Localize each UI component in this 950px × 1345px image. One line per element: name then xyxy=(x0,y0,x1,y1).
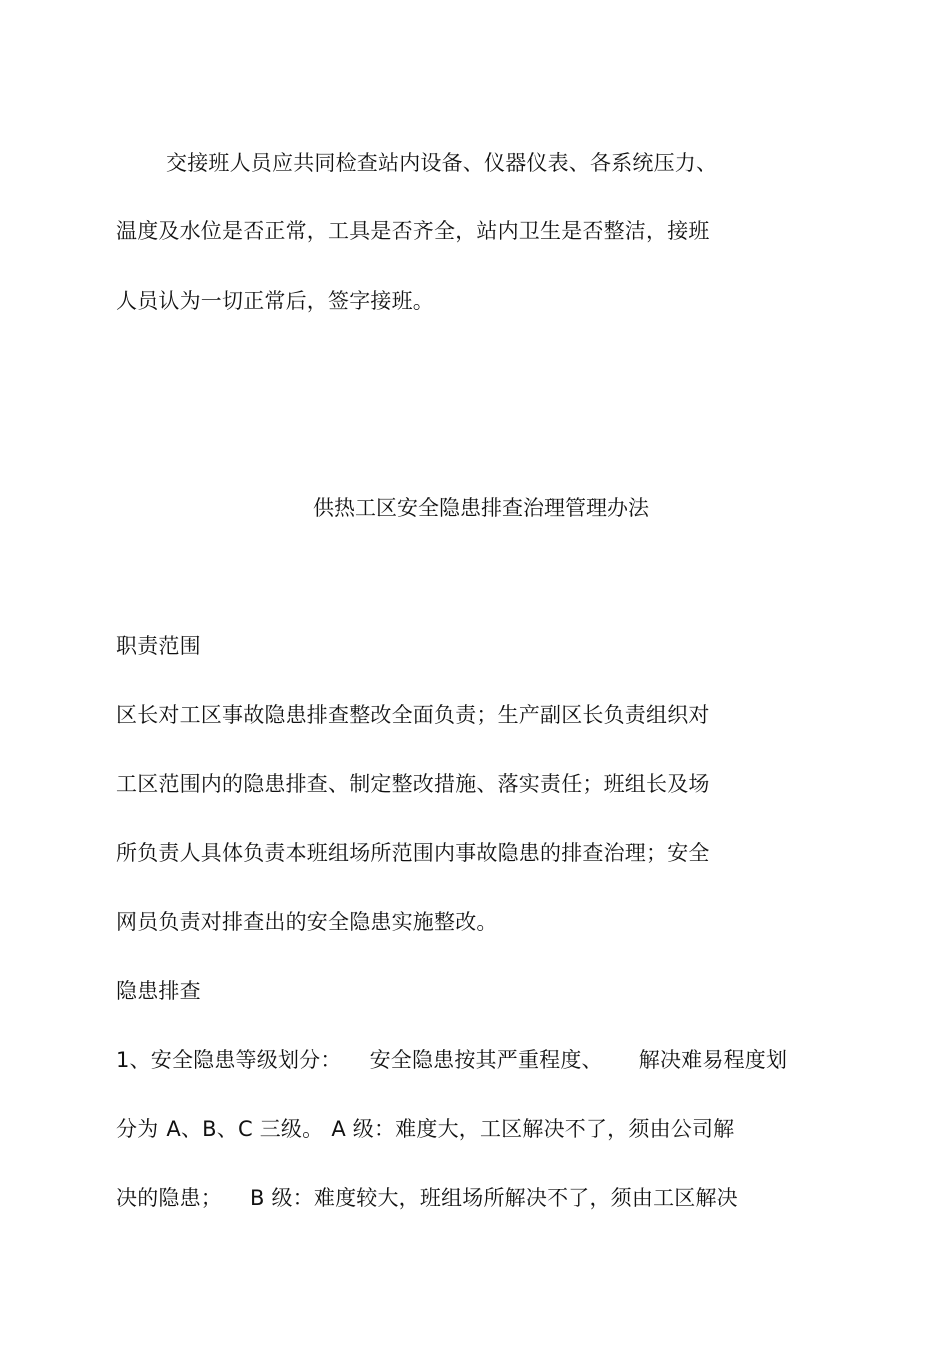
section2-line-1-part-a: 1、安全隐患等级划分： xyxy=(116,1048,342,1072)
section2-heading: 隐患排查 xyxy=(116,979,201,1003)
section2-line-2 xyxy=(116,1115,734,1143)
section2-line-3-part-a: 决的隐患； xyxy=(116,1186,222,1210)
paragraph1-line-2: 温度及水位是否正常，工具是否齐全，站内卫生是否整洁，接班 xyxy=(116,219,710,243)
paragraph1-line-3: 人员认为一切正常后，签字接班。 xyxy=(116,289,434,313)
section1-heading: 职责范围 xyxy=(116,634,201,658)
section2-line-3 xyxy=(116,1184,738,1212)
section1-line-1: 区长对工区事故隐患排查整改全面负责；生产副区长负责组织对 xyxy=(116,703,710,727)
section2-line-3-part-b: B 级：难度较大，班组场所解决不了，须由工区解决 xyxy=(250,1186,738,1210)
document-title: 供热工区安全隐患排查治理管理办法 xyxy=(313,496,649,520)
section2-line-1 xyxy=(116,1046,787,1074)
section2-line-2-part-c: A 级：难度大，工区解决不了，须由公司解 xyxy=(331,1117,735,1141)
section2-line-1-part-c: 解决难易程度划 xyxy=(638,1048,788,1072)
section1-line-4: 网员负责对排查出的安全隐患实施整改。 xyxy=(116,910,498,934)
section1-line-3: 所负责人具体负责本班组场所范围内事故隐患的排查治理；安全 xyxy=(116,841,710,865)
section2-line-2-part-b: A、B、C 三级。 xyxy=(166,1117,324,1141)
section2-line-1-part-b: 安全隐患按其严重程度、 xyxy=(369,1048,603,1072)
section1-line-2: 工区范围内的隐患排查、制定整改措施、落实责任；班组长及场 xyxy=(116,772,710,796)
paragraph1-line-1: 交接班人员应共同检查站内设备、仪器仪表、各系统压力、 xyxy=(166,151,718,175)
section2-line-2-part-a: 分为 xyxy=(116,1117,159,1141)
